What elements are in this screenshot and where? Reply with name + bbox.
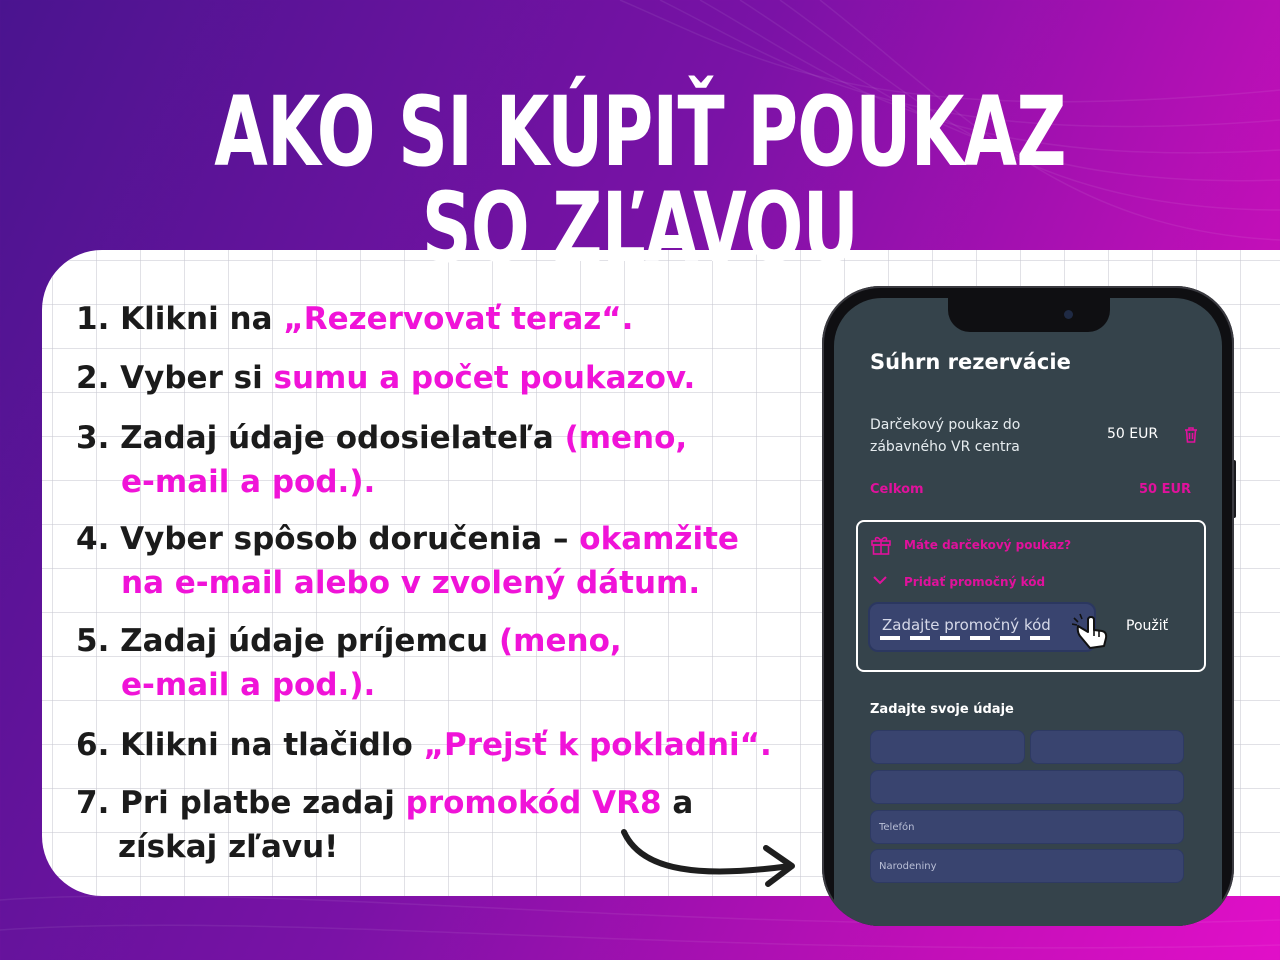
step-number: 1. — [76, 301, 110, 337]
cart-item — [870, 414, 1020, 458]
phone-notch — [948, 298, 1110, 332]
step-number: 4. — [76, 521, 110, 557]
step-text-line2: získaj zľavu! — [118, 829, 339, 865]
step-4 — [76, 517, 739, 605]
total-label: Celkom — [870, 482, 924, 497]
step-text: Zadaj údaje príjemcu — [120, 623, 489, 659]
step-number: 3. — [76, 420, 110, 456]
cart-item-price: 50 EUR — [1107, 426, 1159, 442]
step-highlight-line2: e-mail a pod.). — [121, 667, 376, 703]
step-highlight: okamžite — [579, 521, 739, 557]
step-5 — [76, 619, 622, 707]
step-number: 6. — [76, 727, 110, 763]
cart-item-name-line2: zábavného VR centra — [870, 439, 1020, 455]
step-text: Klikni na tlačidlo — [120, 727, 413, 763]
step-text: Zadaj údaje odosielateľa — [120, 420, 554, 456]
step-1 — [76, 297, 633, 341]
promo-code-input[interactable]: Zadajte promočný kód — [868, 602, 1096, 652]
total-value: 50 EUR — [1139, 482, 1192, 497]
step-highlight: (meno, — [499, 623, 622, 659]
step-highlight: sumu a počet poukazov. — [273, 360, 696, 396]
promo-underline-dashes — [880, 636, 1060, 640]
pointer-hand-icon — [1072, 612, 1112, 652]
step-text-after: a — [672, 785, 694, 821]
step-3 — [76, 416, 687, 504]
step-highlight: (meno, — [564, 420, 688, 456]
step-text: Pri platbe zadaj — [120, 785, 395, 821]
step-6 — [76, 723, 772, 767]
email-field[interactable] — [870, 770, 1184, 804]
step-text: Vyber spôsob doručenia – — [120, 521, 569, 557]
trash-icon[interactable] — [1184, 426, 1198, 443]
phone-mockup — [822, 286, 1234, 926]
step-highlight-line2: e-mail a pod.). — [121, 464, 376, 500]
step-highlight: promokód VR8 — [405, 785, 662, 821]
phone-screen — [834, 298, 1222, 926]
birthday-field[interactable]: Narodeniny — [870, 849, 1184, 883]
arrow-icon — [612, 820, 812, 900]
first-name-field[interactable] — [870, 730, 1025, 764]
step-text: Klikni na — [120, 301, 273, 337]
step-number: 7. — [76, 785, 110, 821]
step-text: Vyber si — [120, 360, 263, 396]
step-7 — [76, 781, 693, 869]
add-promo-toggle[interactable]: Pridať promočný kód — [904, 575, 1046, 589]
step-number: 5. — [76, 623, 110, 659]
step-highlight: „Prejsť k pokladni“. — [423, 727, 772, 763]
phone-field[interactable]: Telefón — [870, 810, 1184, 844]
step-highlight-line2: na e-mail alebo v zvolený dátum. — [121, 565, 701, 601]
chevron-down-icon[interactable] — [872, 574, 888, 586]
step-2 — [76, 356, 695, 400]
apply-button[interactable]: Použiť — [1126, 618, 1169, 634]
gift-icon — [870, 534, 892, 556]
details-title: Zadajte svoje údaje — [870, 702, 1014, 717]
cart-item-name-line1: Darčekový poukaz do — [870, 417, 1021, 433]
summary-title: Súhrn rezervácie — [870, 350, 1071, 374]
step-number: 2. — [76, 360, 110, 396]
last-name-field[interactable] — [1030, 730, 1184, 764]
gift-voucher-link[interactable]: Máte darčekový poukaz? — [904, 538, 1072, 552]
step-highlight: „Rezervovať teraz“. — [283, 301, 634, 337]
camera-icon — [1064, 310, 1073, 319]
page-title: AKO SI KÚPIŤ POUKAZ SO ZĽAVOU — [214, 76, 1066, 284]
